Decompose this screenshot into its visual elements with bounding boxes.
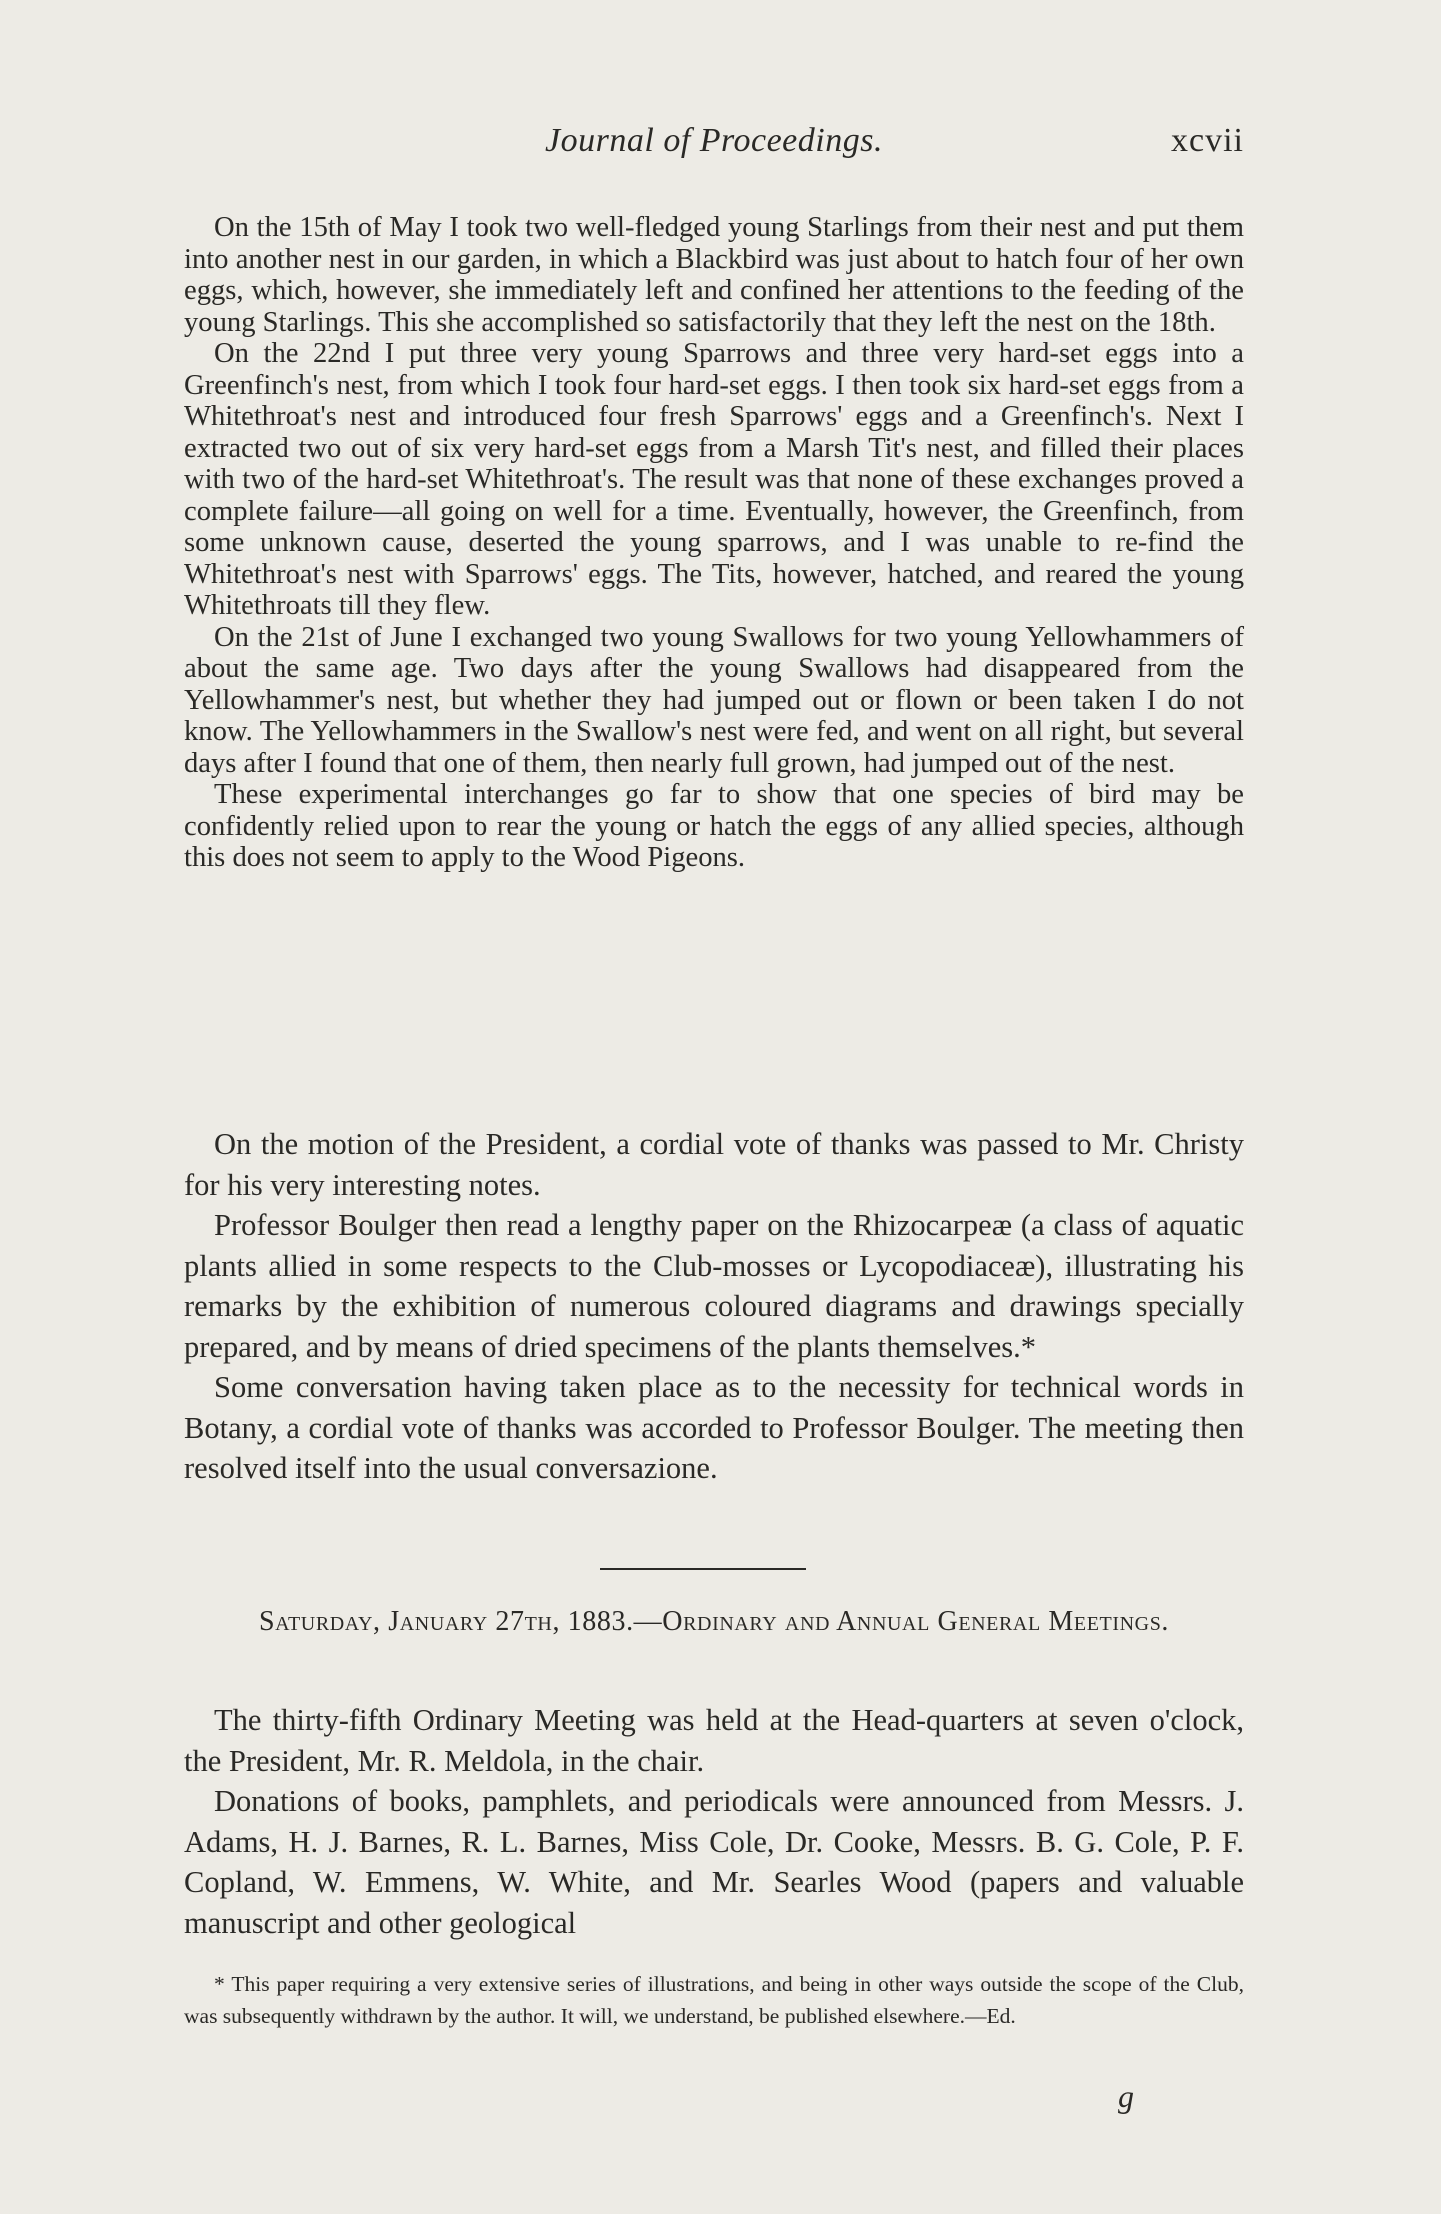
meeting-section (184, 1700, 1244, 1943)
page-number: xcvii (1171, 122, 1244, 159)
signature-mark: g (1118, 2078, 1134, 2114)
journal-title: Journal of Proceedings. (545, 122, 883, 159)
notes-paragraph-1: On the 15th of May I took two well-fledged young Starlings from their nest and put them into another nest in our garden, in which a Blackbird was just about to hatch four of her own eggs, which, however, she immediately left and confined her attentions to the feeding of the young Starlings. This she accomplished so satisfactorily that they left the nest on the 18th. (184, 212, 1244, 338)
meeting-heading: Saturday, January 27th, 1883.—Ordinary and Annual General Meetings. (258, 1606, 1170, 1637)
proceedings-paragraph-3: Some conversation having taken place as to the necessity for technical words in Botany, a cordial vote of thanks was accorded to Professor Boulger. The meeting then resolved itself into the usual conversazione. (184, 1370, 1244, 1485)
notes-section (184, 212, 1244, 874)
notes-paragraph-4: These experimental interchanges go far to show that one species of bird may be confidently relied upon to rear the young or hatch the eggs of any allied species, although this does not seem to apply to the Wood Pigeons. (184, 779, 1244, 873)
proceedings-paragraph-1: On the motion of the President, a cordial vote of thanks was passed to Mr. Christy for his very interesting notes. (184, 1127, 1244, 1202)
footnote-text: * This paper requiring a very extensive series of illustrations, and being in other ways outside the scope of the Club, was subsequently withdrawn by the author. It will, we understand, be published elsewhere.—Ed. (184, 1972, 1244, 2028)
proceedings-section (184, 1124, 1244, 1489)
meeting-paragraph-2: Donations of books, pamphlets, and periodicals were announced from Messrs. J. Adams, H. J. Barnes, R. L. Barnes, Miss Cole, Dr. Cooke, Messrs. B. G. Cole, P. F. Copland, W. Emmens, W. White, and Mr. Searles Wood (papers and valuable manuscript and other geological (184, 1784, 1244, 1940)
proceedings-paragraph-2: Professor Boulger then read a lengthy paper on the Rhizocarpeæ (a class of aquatic plants allied in some respects to the Club-mosses or Lycopodiaceæ), illustrating his remarks by the exhibition of numerous coloured diagrams and drawings specially prepared, and by means of dried specimens of the plants themselves.* (184, 1208, 1244, 1364)
footnote (184, 1968, 1244, 2032)
running-header (184, 122, 1244, 172)
notes-paragraph-2: On the 22nd I put three very young Sparrows and three very hard-set eggs into a Greenfinch's nest, from which I took four hard-set eggs. I then took six hard-set eggs from a Whitethroat's nest and introduced four fresh Sparrows' eggs and a Greenfinch's. Next I extracted two out of six very hard-set eggs from a Marsh Tit's nest, and filled their places with two of the hard-set Whitethroat's. The result was that none of these exchanges proved a complete failure—all going on well for a time. Eventually, however, the Greenfinch, from some unknown cause, deserted the young sparrows, and I was unable to re-find the Whitethroat's nest with Sparrows' eggs. The Tits, however, hatched, and reared the young Whitethroats till they flew. (184, 338, 1244, 621)
meeting-paragraph-1: The thirty-fifth Ordinary Meeting was held at the Head-quarters at seven o'clock, the President, Mr. R. Meldola, in the chair. (184, 1703, 1244, 1778)
notes-paragraph-3: On the 21st of June I exchanged two young Swallows for two young Yellowhammers of about the same age. Two days after the young Swallows had disappeared from the Yellowhammer's nest, but whether they had jumped out or flown or been taken I do not know. The Yellowhammers in the Swallow's nest were fed, and went on all right, but several days after I found that one of them, then nearly full grown, had jumped out of the nest. (184, 621, 1244, 779)
section-divider (600, 1568, 806, 1570)
